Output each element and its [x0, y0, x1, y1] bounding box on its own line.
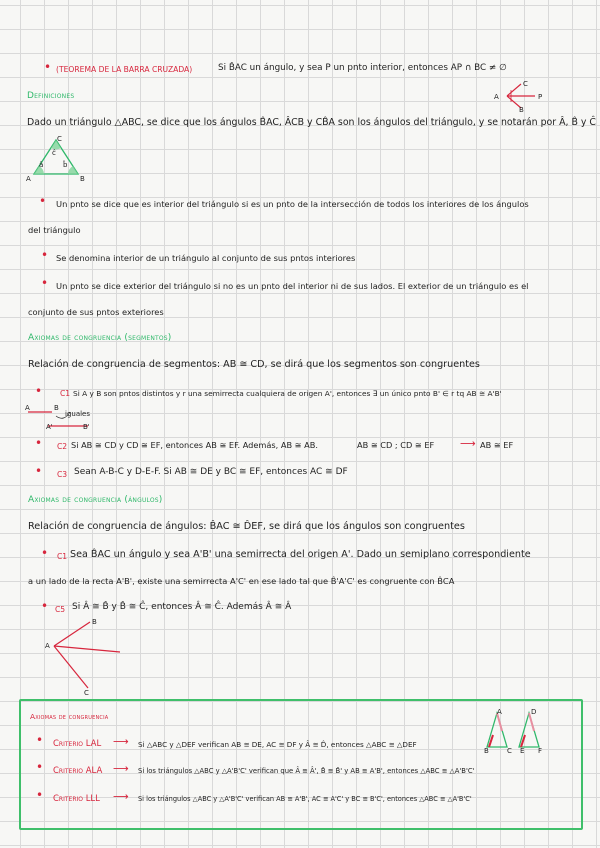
angle-label-c: C [84, 689, 89, 697]
definitions-heading: Definiciones [27, 91, 75, 101]
seg-label-b-prime: B' [83, 423, 90, 431]
definition-item: Se denomina interior de un triángulo al conjunto de sus pntos interiores [56, 253, 356, 263]
angles-c1-label: C1 [57, 552, 68, 561]
arrow-right-icon: ⟶ [113, 790, 129, 803]
crit-label-b: B [484, 747, 489, 755]
criterion-text: Si los triángulos △ABC y △A'B'C' verifican que Â ≅ Â', B̂ ≅ B̂' y AB ≅ A'B', entonces △ABC ≅ △A'B'C' [138, 767, 475, 775]
c3-label: C3 [57, 470, 68, 479]
bullet-icon: • [44, 60, 52, 74]
bullet-icon: • [41, 276, 49, 290]
tri-angle-c: ĉ [52, 149, 56, 157]
theorem-label: (TEOREMA DE LA BARRA CRUZADA) [56, 65, 193, 74]
angles-c1-text-cont: a un lado de la recta A'B', existe una semirrecta A'C' en ese lado tal que B̂'A'C' es congruente con B̂CA [28, 576, 455, 586]
angles-heading: Axiomas de congruencia (ángulos) [28, 495, 163, 505]
definition-item-cont: del triángulo [28, 225, 81, 235]
crit-label-c: C [507, 747, 512, 755]
c1-label: C1 [60, 389, 71, 398]
segments-heading: Axiomas de congruencia (segmentos) [28, 333, 172, 343]
tri-label-b: B [80, 175, 85, 183]
arrow-right-icon: ⟶ [113, 762, 129, 775]
bullet-icon: • [35, 464, 43, 478]
c2-label: C2 [57, 442, 68, 451]
seg-label-a-prime: A' [46, 423, 53, 431]
angle-label-b: B [92, 618, 97, 626]
congruent-triangles-figure [483, 711, 553, 761]
c2-extra: AB ≅ CD ; CD ≅ EF [357, 440, 435, 450]
fig-label-b: B [519, 106, 524, 114]
c2-text: Si AB ≅ CD y CD ≅ EF, entonces AB ≅ EF. Además, AB ≅ AB. [71, 440, 318, 450]
tri-angle-a: â [39, 161, 44, 169]
bullet-icon: • [36, 760, 44, 774]
tri-label-c: C [57, 135, 62, 143]
arrow-right-icon: ⟶ [460, 437, 476, 450]
c2-result: AB ≅ EF [480, 440, 514, 450]
bullet-icon: • [35, 384, 43, 398]
criteria-heading: Axiomas de congruencia [30, 712, 109, 721]
criterion-text: Si los triángulos △ABC y △A'B'C' verifican AB ≅ A'B', AC ≅ A'C' y BC ≅ B'C', entonces △ABC ≅ △A'B'C' [138, 795, 472, 803]
criterion-name: Criterio LAL [53, 739, 102, 749]
crit-label-d: D [531, 708, 537, 716]
definition-item: Un pnto se dice exterior del triángulo si no es un pnto del interior ni de sus lados. El exterior de un triángulo es el [56, 281, 529, 291]
crit-label-f: F [538, 747, 543, 755]
seg-label-iguales: iguales [65, 410, 91, 418]
c3-text: Sean A-B-C y D-E-F. Si AB ≅ DE y BC ≅ EF, entonces AC ≅ DF [74, 467, 348, 477]
tri-angle-b: b̂ [63, 161, 68, 169]
criterion-name: Criterio LLL [53, 794, 100, 804]
bullet-icon: • [39, 194, 47, 208]
definition-item: Un pnto se dice que es interior del triángulo si es un pnto de la intersección de todos los interiores de los ángulos [56, 199, 529, 209]
arrow-right-icon: ⟶ [113, 735, 129, 748]
segments-intro: Relación de congruencia de segmentos: AB ≅ CD, se dirá que los segmentos son congruentes [28, 359, 480, 370]
angles-c1-text: Sea B̂AC un ángulo y sea A'B' una semirrecta del origen A'. Dado un semiplano correspondiente [70, 549, 531, 560]
fig-label-a: A [494, 93, 499, 101]
criterion-name: Criterio ALA [53, 766, 103, 776]
theorem-text: Si B̂AC un ángulo, y sea P un pnto interior, entonces AP ∩ BC ≠ ∅ [218, 63, 507, 73]
definition-item-cont: conjunto de sus pntos exteriores [28, 307, 164, 317]
angles-intro: Relación de congruencia de ángulos: B̂AC ≅ D̂EF, se dirá que los ángulos son congruentes [28, 521, 465, 532]
crit-label-e: E [520, 747, 525, 755]
bullet-icon: • [41, 546, 49, 560]
bullet-icon: • [36, 733, 44, 747]
tri-label-a: A [26, 175, 31, 183]
definitions-intro: Dado un triángulo △ABC, se dice que los ángulos B̂AC, ÂCB y CB̂A son los ángulos del triángulo, y se notarán por Â, B̂ y Ĉ [27, 117, 596, 128]
bullet-icon: • [36, 788, 44, 802]
seg-label-b: B [54, 404, 59, 412]
crit-label-a: A [497, 708, 502, 716]
c1-text: Si A y B son pntos distintos y r una semirrecta cualquiera de origen A', entonces ∃ un único pnto B' ∈ r tq AB ≅ A'B' [73, 389, 502, 398]
angles-c5-label: C5 [55, 605, 66, 614]
fig-label-p: P [538, 93, 543, 101]
fig-label-c: C [523, 80, 528, 88]
bullet-icon: • [35, 436, 43, 450]
angle-label-a: A [45, 642, 50, 650]
bullet-icon: • [41, 248, 49, 262]
seg-label-a: A [25, 404, 30, 412]
triangle-figure [26, 134, 86, 180]
angle-figure [48, 618, 178, 698]
bullet-icon: • [41, 599, 49, 613]
angles-c5-text: Si Â ≅ B̂ y B̂ ≅ Ĉ, entonces Â ≅ Ĉ. Además Â ≅ Â [72, 602, 292, 612]
criterion-text: Si △ABC y △DEF verifican AB ≅ DE, AC ≅ DF y Â ≅ D̂, entonces △ABC ≅ △DEF [138, 740, 417, 749]
